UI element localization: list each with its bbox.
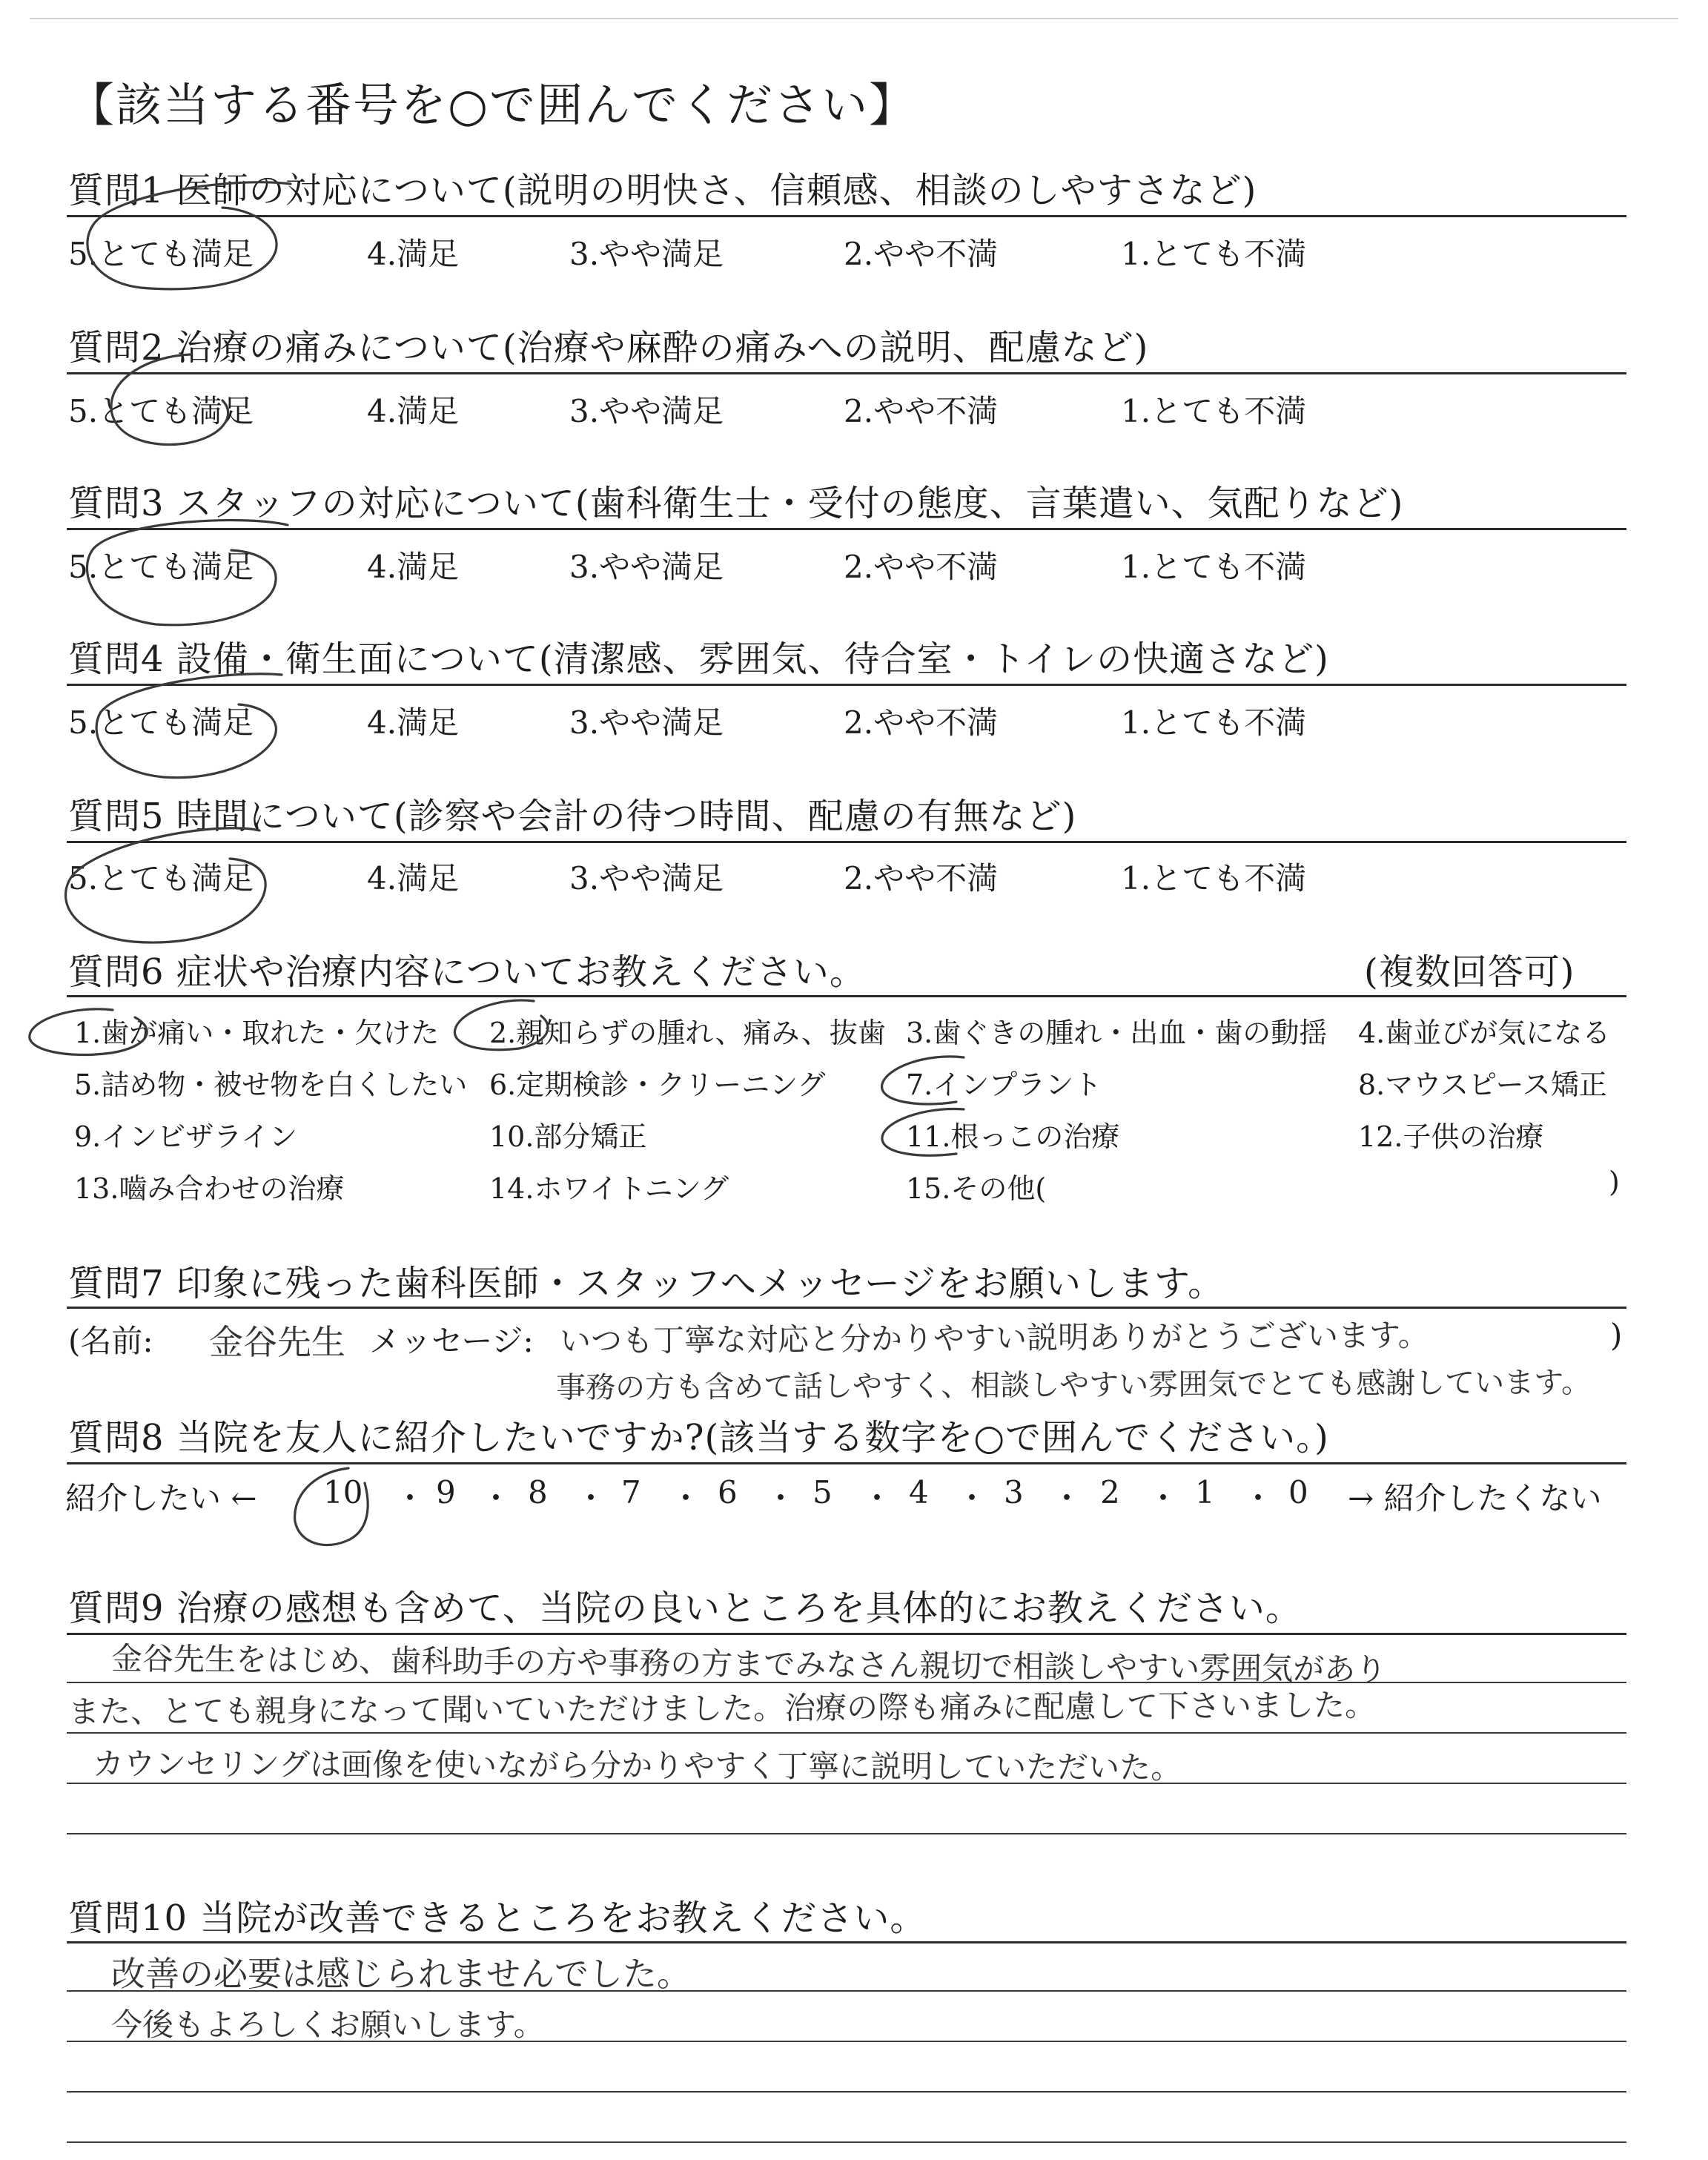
q8-scale-sep: ・	[1051, 1480, 1083, 1516]
question-8-rule	[67, 1462, 1626, 1464]
q6-item-2[interactable]: 2.親知らずの腫れ、痛み、抜歯	[489, 1017, 886, 1049]
q6-item-11[interactable]: 11.根っこの治療	[906, 1120, 1120, 1153]
q8-scale-8[interactable]: 8	[528, 1474, 548, 1510]
q4-option-2[interactable]: 2.やや不満	[844, 704, 999, 741]
q8-scale-sep: ・	[956, 1480, 988, 1516]
q7-name-value[interactable]: 金谷先生	[209, 1322, 345, 1362]
question-2-rule	[67, 372, 1626, 374]
q1-option-3[interactable]: 3.やや満足	[569, 236, 724, 272]
q6-item-5[interactable]: 5.詰め物・被せ物を白くしたい	[74, 1069, 468, 1101]
q8-scale-sep: ・	[1242, 1480, 1274, 1516]
q2-option-2[interactable]: 2.やや不満	[844, 393, 999, 429]
q8-scale-sep: ・	[670, 1480, 702, 1516]
q8-scale-10[interactable]: 10	[323, 1474, 363, 1510]
q4-option-1[interactable]: 1.とても不満	[1121, 704, 1307, 741]
question-4-title: 質問4 設備・衛生面について(清潔感、雰囲気、待合室・トイレの快適さなど)	[68, 638, 1329, 680]
question-9-title: 質問9 治療の感想も含めて、当院の良いところを具体的にお教えください。	[68, 1588, 1302, 1629]
q7-close-paren: )	[1610, 1317, 1623, 1353]
question-7-rule	[67, 1307, 1626, 1309]
q4-option-4[interactable]: 4.満足	[367, 704, 460, 741]
q3-option-2[interactable]: 2.やや不満	[844, 549, 999, 585]
q2-option-5[interactable]: 5.とても満足	[68, 393, 254, 429]
q6-item-15-close: )	[1609, 1166, 1620, 1198]
question-9-rule-3	[67, 1732, 1626, 1734]
q8-scale-0[interactable]: 0	[1288, 1474, 1308, 1510]
question-10-rule-4	[67, 2091, 1626, 2093]
q6-item-1[interactable]: 1.歯が痛い・取れた・欠けた	[74, 1017, 440, 1049]
question-5-title: 質問5 時間について(診察や会計の待つ時間、配慮の有無など)	[68, 796, 1077, 837]
q6-item-3[interactable]: 3.歯ぐきの腫れ・出血・歯の動揺	[906, 1017, 1328, 1049]
q1-option-1[interactable]: 1.とても不満	[1121, 236, 1307, 272]
q10-answer-line-2[interactable]: 今後もよろしくお願いします。	[111, 2007, 545, 2043]
question-10-title: 質問10 当院が改善できるところをお教えください。	[68, 1898, 927, 1939]
question-10-rule-5	[67, 2141, 1626, 2143]
q8-scale-3[interactable]: 3	[1004, 1474, 1024, 1510]
q8-scale-9[interactable]: 9	[436, 1474, 456, 1510]
q9-answer-line-3[interactable]: カウンセリングは画像を使いながら分かりやすく丁寧に説明していただいた。	[92, 1745, 1182, 1786]
q6-item-8[interactable]: 8.マウスピース矯正	[1358, 1069, 1607, 1101]
question-8-title: 質問8 当院を友人に紹介したいですか?(該当する数字を○で囲んでください。)	[68, 1417, 1329, 1459]
q2-option-4[interactable]: 4.満足	[367, 393, 460, 429]
q6-item-7[interactable]: 7.インプラント	[906, 1069, 1102, 1101]
q6-item-4[interactable]: 4.歯並びが気になる	[1358, 1017, 1611, 1049]
q4-option-5[interactable]: 5.とても満足	[68, 704, 254, 741]
q8-scale-sep: ・	[575, 1480, 607, 1516]
question-10-rule-1	[67, 1941, 1626, 1943]
question-1-rule	[67, 215, 1626, 217]
question-9-rule-5	[67, 1833, 1626, 1834]
q7-message-line-2[interactable]: 事務の方も含めて話しやすく、相談しやすい雰囲気でとても感謝しています。	[555, 1365, 1592, 1405]
q2-option-1[interactable]: 1.とても不満	[1121, 393, 1307, 429]
q10-answer-line-1[interactable]: 改善の必要は感じられませんでした。	[111, 1954, 691, 1994]
q5-option-4[interactable]: 4.満足	[367, 860, 460, 896]
q4-option-3[interactable]: 3.やや満足	[569, 704, 724, 741]
q6-item-15[interactable]: 15.その他(	[906, 1172, 1047, 1205]
q3-option-3[interactable]: 3.やや満足	[569, 549, 724, 585]
q1-option-5[interactable]: 5.とても満足	[68, 236, 254, 272]
q5-option-3[interactable]: 3.やや満足	[569, 860, 724, 896]
q8-scale-sep: ・	[765, 1480, 797, 1516]
q8-scale-4[interactable]: 4	[909, 1474, 929, 1510]
q6-item-12[interactable]: 12.子供の治療	[1358, 1120, 1544, 1153]
q5-option-2[interactable]: 2.やや不満	[844, 860, 999, 896]
q3-option-4[interactable]: 4.満足	[367, 549, 460, 585]
q7-name-label: (名前:	[68, 1323, 153, 1359]
question-5-rule	[67, 841, 1626, 843]
q8-scale-7[interactable]: 7	[621, 1474, 641, 1510]
q8-scale-sep: ・	[394, 1480, 426, 1516]
q6-item-6[interactable]: 6.定期検診・クリーニング	[489, 1069, 826, 1101]
q8-scale-2[interactable]: 2	[1100, 1474, 1120, 1510]
q8-scale-sep: ・	[1148, 1480, 1179, 1516]
scan-top-edge	[30, 18, 1678, 19]
q7-message-label: メッセージ:	[369, 1323, 534, 1359]
q6-item-9[interactable]: 9.インビザライン	[74, 1120, 298, 1153]
question-3-title: 質問3 スタッフの対応について(歯科衛生士・受付の態度、言葉遣い、気配りなど)	[68, 483, 1404, 524]
question-3-rule	[67, 528, 1626, 530]
question-6-note: (複数回答可)	[1364, 951, 1575, 993]
q1-option-4[interactable]: 4.満足	[367, 236, 460, 272]
q3-option-5[interactable]: 5.とても満足	[68, 549, 254, 585]
q8-scale-5[interactable]: 5	[812, 1474, 833, 1510]
q1-option-2[interactable]: 2.やや不満	[844, 236, 999, 272]
q8-scale-6[interactable]: 6	[718, 1474, 738, 1510]
instruction-heading: 【該当する番号を○で囲んでください】	[68, 78, 917, 132]
q5-option-1[interactable]: 1.とても不満	[1121, 860, 1307, 896]
question-9-rule-1	[67, 1633, 1626, 1635]
question-7-title: 質問7 印象に残った歯科医師・スタッフへメッセージをお願いします。	[68, 1263, 1225, 1304]
q8-left-label: 紹介したい ←	[65, 1480, 257, 1516]
question-6-rule	[67, 995, 1626, 997]
q9-answer-line-1[interactable]: 金谷先生をはじめ、歯科助手の方や事務の方までみなさん親切で相談しやすい雰囲気があり	[110, 1640, 1387, 1688]
q7-message-line-1[interactable]: いつも丁寧な対応と分かりやすい説明ありがとうございます。	[559, 1316, 1429, 1359]
q6-item-13[interactable]: 13.嚙み合わせの治療	[74, 1172, 345, 1205]
q2-option-3[interactable]: 3.やや満足	[569, 393, 724, 429]
q9-answer-line-2[interactable]: また、とても親身になって聞いていただけました。治療の際も痛みに配慮して下さいました。	[67, 1686, 1377, 1730]
question-2-title: 質問2 治療の痛みについて(治療や麻酔の痛みへの説明、配慮など)	[68, 327, 1149, 369]
q8-scale-1[interactable]: 1	[1195, 1474, 1215, 1510]
question-1-title: 質問1 医師の対応について(説明の明快さ、信頼感、相談のしやすさなど)	[68, 170, 1257, 211]
q6-item-10[interactable]: 10.部分矯正	[489, 1120, 647, 1153]
q6-item-14[interactable]: 14.ホワイトニング	[489, 1172, 729, 1205]
q8-right-label: → 紹介したくない	[1348, 1480, 1602, 1516]
question-6-title: 質問6 症状や治療内容についてお教えください。	[68, 951, 866, 993]
q5-option-5[interactable]: 5.とても満足	[68, 860, 254, 896]
q8-scale-sep: ・	[861, 1480, 893, 1516]
q3-option-1[interactable]: 1.とても不満	[1121, 549, 1307, 585]
q8-scale-sep: ・	[480, 1480, 512, 1516]
question-4-rule	[67, 684, 1626, 686]
